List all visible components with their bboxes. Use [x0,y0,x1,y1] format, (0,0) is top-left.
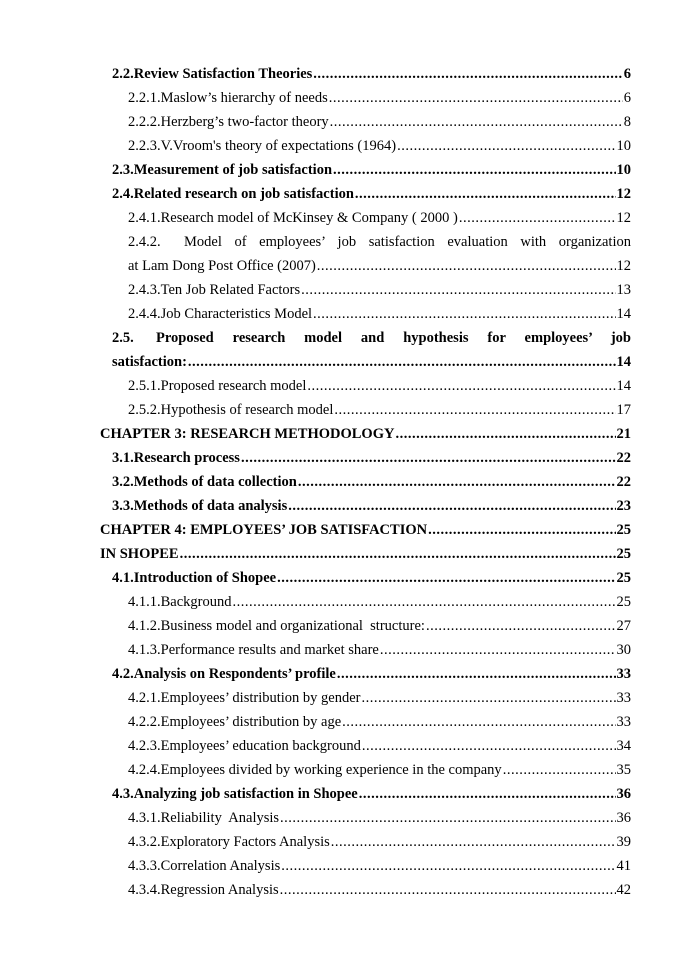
toc-leader [288,498,615,515]
toc-number: 4.1. [112,570,134,586]
toc-leader [333,162,615,179]
toc-leader [280,882,616,899]
toc-page: 25 [616,522,631,538]
toc-page: 33 [616,714,631,730]
toc-entry[interactable] [128,834,631,851]
toc-leader [342,714,615,731]
toc-entry[interactable] [128,882,631,899]
toc-number: 4.1.2. [128,618,161,634]
toc-number: 4.3.3. [128,858,161,874]
toc-number: 4.3.1. [128,810,161,826]
toc-number: 4.3. [112,786,134,802]
toc-entry[interactable] [128,618,631,635]
toc-title: Business model and organizational structure: [160,618,425,634]
toc-leader [362,738,616,755]
toc-page: 6 [623,90,631,106]
toc-leader [313,306,615,323]
toc-entry[interactable] [128,90,631,107]
toc-title: IN SHOPEE [100,546,179,562]
toc-title: CHAPTER 3: RESEARCH METHODOLOGY [100,426,395,442]
toc-page: 33 [616,690,631,706]
toc-entry[interactable] [128,642,631,659]
toc-entry[interactable] [112,474,631,491]
toc-entry[interactable] [128,810,631,827]
toc-title: CHAPTER 4: EMPLOYEES’ JOB SATISFACTION [100,522,428,538]
toc-entry[interactable] [112,570,631,587]
toc-chapter[interactable] [100,522,631,539]
toc-title: Maslow’s hierarchy of needs [160,90,328,106]
toc-entry[interactable] [128,138,631,155]
toc-title: Performance results and market share [160,642,379,658]
toc-title: Methods of data collection [133,474,297,490]
toc-entry[interactable] [128,378,631,395]
toc-title: Job Characteristics Model [160,306,313,322]
toc-title: Related research on job satisfaction [133,186,354,202]
toc-title: Proposed research model [160,378,307,394]
toc-entry[interactable] [128,594,631,611]
toc-entry-line1[interactable] [128,234,631,251]
toc-title: Regression Analysis [160,882,279,898]
toc-leader [380,642,616,659]
toc-number: 2.2.3. [128,138,161,154]
toc-number: 4.2.4. [128,762,161,778]
toc-entry[interactable] [112,66,631,83]
toc-title: Employees divided by working experience in the company [160,762,502,778]
toc-number: 4.1.3. [128,642,161,658]
toc-entry[interactable] [112,186,631,203]
toc-leader [329,90,623,107]
toc-title: Employees’ distribution by age [160,714,342,730]
toc-leader [428,522,615,539]
toc-page: 41 [616,858,631,874]
toc-page: 10 [616,138,631,154]
toc-number: 2.5.1. [128,378,161,394]
toc-leader [359,786,616,803]
toc-number: 2.2. [112,66,134,82]
toc-page: 12 [616,210,631,226]
toc-leader [313,66,622,83]
toc-page: 10 [616,162,631,178]
toc-entry[interactable] [128,210,631,227]
toc-entry-line2[interactable] [112,354,631,371]
toc-leader [362,690,616,707]
toc-leader [395,426,615,443]
toc-page: 22 [616,450,631,466]
toc-leader [426,618,616,635]
toc-number: 2.4.1. [128,210,161,226]
toc-leader [241,450,616,467]
toc-leader [301,282,615,299]
toc-entry[interactable] [128,282,631,299]
toc-page: 21 [616,426,631,442]
toc-entry[interactable] [128,762,631,779]
toc-title: Research model of McKinsey & Company ( 2000 ) [160,210,458,226]
toc-leader [355,186,616,203]
toc-title: Measurement of job satisfaction [133,162,333,178]
toc-leader [180,546,616,563]
toc-page: 17 [616,402,631,418]
toc-page: 36 [616,786,631,802]
toc-page: 33 [616,666,631,682]
toc-entry[interactable] [112,450,631,467]
toc-entry[interactable] [112,162,631,179]
toc-page: 25 [616,570,631,586]
toc-leader [298,474,616,491]
toc-page: 12 [616,258,631,274]
toc-leader [233,594,616,611]
toc-page: 25 [616,594,631,610]
toc-leader [307,378,615,395]
toc-entry-line1[interactable] [112,330,631,347]
toc-number: 3.1. [112,450,134,466]
toc-number: 4.1.1. [128,594,161,610]
toc-leader [397,138,615,155]
toc-title: Methods of data analysis [133,498,288,514]
toc-number: 2.3. [112,162,134,178]
toc-number: 2.4.4. [128,306,161,322]
toc-number: 2.5. [112,330,134,346]
toc-title: Exploratory Factors Analysis [160,834,330,850]
toc-number: 2.4.2. [128,234,161,250]
toc-title: V.Vroom's theory of expectations (1964) [160,138,397,154]
toc-number: 2.5.2. [128,402,161,418]
toc-title: Review Satisfaction Theories [133,66,313,82]
toc-number: 4.2.3. [128,738,161,754]
toc-title: Hypothesis of research model [160,402,334,418]
toc-page: 30 [616,642,631,658]
toc-leader [317,258,616,275]
toc-title: Analysis on Respondents’ profile [133,666,336,682]
toc-page: 8 [623,114,631,130]
toc-page: 35 [616,762,631,778]
toc-entry[interactable] [112,666,631,683]
toc-page: 14 [616,354,631,370]
toc-page: 12 [616,186,631,202]
toc-title: Proposed research model and hypothesis for employees’ job [156,330,631,346]
toc-title-continued: satisfaction: [112,354,187,370]
toc-title: Reliability Analysis [160,810,280,826]
toc-title: Employees’ education background [160,738,361,754]
toc-title: Research process [133,450,240,466]
toc-page: 34 [616,738,631,754]
toc-entry[interactable] [128,690,631,707]
toc-page: 6 [623,66,631,82]
toc-leader [281,858,615,875]
toc-title: Model of employees’ job satisfaction evaluation with organization [184,234,631,250]
toc-page: 27 [616,618,631,634]
toc-page: 13 [616,282,631,298]
toc-entry[interactable] [112,498,631,515]
toc-number: 3.2. [112,474,134,490]
toc-page: 23 [616,498,631,514]
toc-title: Correlation Analysis [160,858,281,874]
toc-page: 22 [616,474,631,490]
toc-number: 2.2.2. [128,114,161,130]
toc-number: 4.2.2. [128,714,161,730]
toc-page: 36 [616,810,631,826]
toc-entry[interactable] [128,402,631,419]
toc-number: 3.3. [112,498,134,514]
toc-page: 25 [616,546,631,562]
toc-entry[interactable] [128,738,631,755]
toc-page: 39 [616,834,631,850]
toc-number: 4.2. [112,666,134,682]
toc-title: Herzberg’s two-factor theory [160,114,329,130]
toc-leader [337,666,616,683]
toc-title: Ten Job Related Factors [160,282,301,298]
toc-leader [334,402,615,419]
toc-entry[interactable] [112,786,631,803]
toc-page: 42 [616,882,631,898]
toc-entry[interactable] [128,114,631,131]
toc-leader [280,810,615,827]
toc-page: 14 [616,378,631,394]
toc-number: 4.2.1. [128,690,161,706]
toc-title: Employees’ distribution by gender [160,690,361,706]
toc-leader [277,570,615,587]
toc-entry[interactable] [128,858,631,875]
toc-chapter[interactable] [100,426,631,443]
toc-number: 2.4. [112,186,134,202]
toc-title: Introduction of Shopee [133,570,277,586]
toc-number: 4.3.2. [128,834,161,850]
toc-title: Analyzing job satisfaction in Shopee [133,786,358,802]
toc-number: 4.3.4. [128,882,161,898]
toc-page: 14 [616,306,631,322]
toc-leader [503,762,616,779]
toc-leader [459,210,616,227]
toc-leader [188,354,616,371]
toc-number: 2.4.3. [128,282,161,298]
toc-entry[interactable] [128,306,631,323]
toc-title-continued: at Lam Dong Post Office (2007) [128,258,316,274]
toc-entry-line2[interactable] [128,258,631,275]
toc-chapter[interactable] [100,546,631,563]
toc-entry[interactable] [128,714,631,731]
toc-number: 2.2.1. [128,90,161,106]
toc-leader [330,114,623,131]
toc-title: Background [160,594,232,610]
toc-leader [331,834,616,851]
